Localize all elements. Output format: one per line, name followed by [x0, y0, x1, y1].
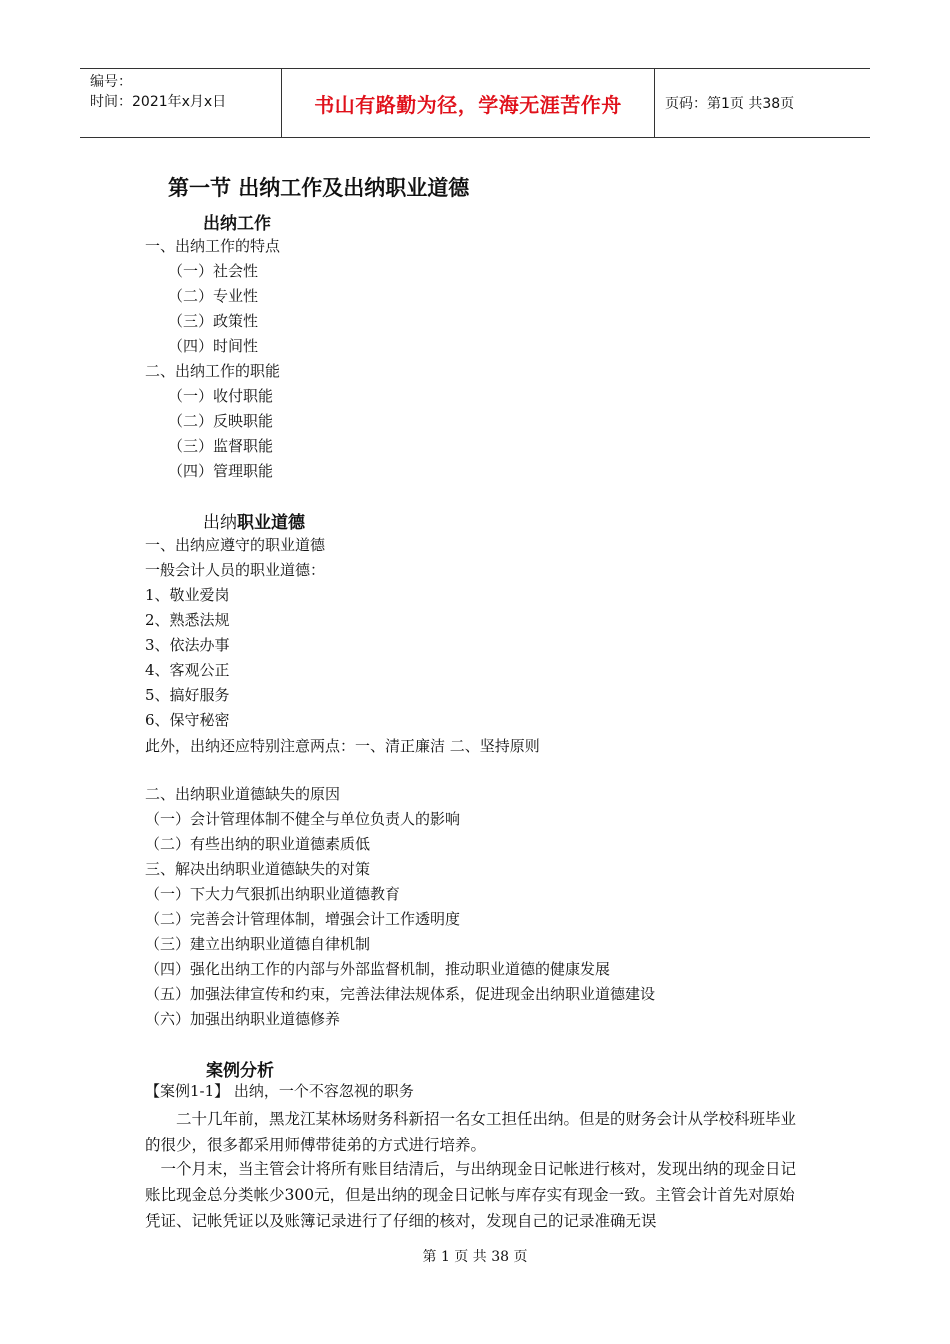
case-paragraph-1: 二十几年前，黑龙江某林场财务科新招一名女工担任出纳。但是的财务会计从学校科班毕业的很少，很多都采用师傅带徒弟的方式进行培养。	[145, 1110, 797, 1154]
list-item: 一般会计人员的职业道德：	[145, 561, 326, 579]
header-meta	[80, 69, 282, 137]
number-label: 编号：	[90, 74, 132, 90]
list-item: （四）管理职能	[168, 462, 274, 480]
list-item: （一）社会性	[168, 262, 259, 280]
list-item: 三、解决出纳职业道德缺失的对策	[145, 860, 371, 878]
motto: 书山有路勤为径，学海无涯苦作舟	[314, 92, 622, 117]
case-paragraph-2: 一个月末，当主管会计将所有账目结清后，与出纳现金日记帐进行核对，发现出纳的现金日记账比现金总分类帐少300元，但是出纳的现金日记帐与库存实有现金一致。主管会计首先对原始凭证、记帐凭证以及账簿记录进行了仔细的核对，发现自己的记录准确无误	[145, 1160, 797, 1230]
page-header	[80, 68, 870, 138]
list-item: 一、出纳应遵守的职业道德	[145, 536, 326, 554]
list-item: （一）下大力气狠抓出纳职业道德教育	[145, 885, 401, 903]
list-item: （三）监督职能	[168, 437, 274, 455]
list-item: （三）建立出纳职业道德自律机制	[145, 935, 371, 953]
header-page-info-cell	[655, 69, 870, 137]
ethics-heading-bold: 职业道德	[237, 513, 305, 533]
section-heading-case-analysis: 案例分析	[206, 1061, 274, 1081]
page-info: 页码：第1页 共38页	[665, 96, 795, 112]
list-item: （一）会计管理体制不健全与单位负责人的影响	[145, 810, 461, 828]
time-label: 时间：2021年x月x日	[90, 94, 227, 110]
list-item: 5、搞好服务	[145, 686, 230, 704]
list-item: （三）政策性	[168, 312, 259, 330]
list-item: （一）收付职能	[168, 387, 274, 405]
list-item: （四）时间性	[168, 337, 259, 355]
section-heading-cashier-work: 出纳工作	[203, 214, 271, 234]
ethics-heading-prefix: 出纳	[203, 513, 237, 533]
list-item: 二、出纳职业道德缺失的原因	[145, 785, 341, 803]
list-item: （二）反映职能	[168, 412, 274, 430]
page-title: 第一节 出纳工作及出纳职业道德	[168, 176, 470, 200]
list-item: （四）强化出纳工作的内部与外部监督机制，推动职业道德的健康发展	[145, 960, 611, 978]
list-item: （二）完善会计管理体制，增强会计工作透明度	[145, 910, 461, 928]
list-item: 6、保守秘密	[145, 711, 230, 729]
list-item: 3、依法办事	[145, 636, 230, 654]
list-item: （六）加强出纳职业道德修养	[145, 1010, 341, 1028]
list-item: 1、敬业爱岗	[145, 586, 230, 604]
list-item: 二、出纳工作的职能	[145, 362, 281, 380]
list-item: （二）专业性	[168, 287, 259, 305]
list-item: （五）加强法律宣传和约束，完善法律法规体系，促进现金出纳职业道德建设	[145, 985, 656, 1003]
list-item: 4、客观公正	[145, 661, 230, 679]
list-item: 此外，出纳还应特别注意两点：一、清正廉洁 二、坚持原则	[145, 737, 540, 755]
header-motto-cell	[282, 69, 655, 137]
list-item: 2、熟悉法规	[145, 611, 230, 629]
case-title: 【案例1-1】 出纳，一个不容忽视的职务	[145, 1082, 414, 1100]
list-item: （二）有些出纳的职业道德素质低	[145, 835, 371, 853]
page-footer: 第 1 页 共 38 页	[422, 1249, 528, 1265]
list-item: 一、出纳工作的特点	[145, 237, 281, 255]
section-heading-ethics	[203, 508, 305, 533]
